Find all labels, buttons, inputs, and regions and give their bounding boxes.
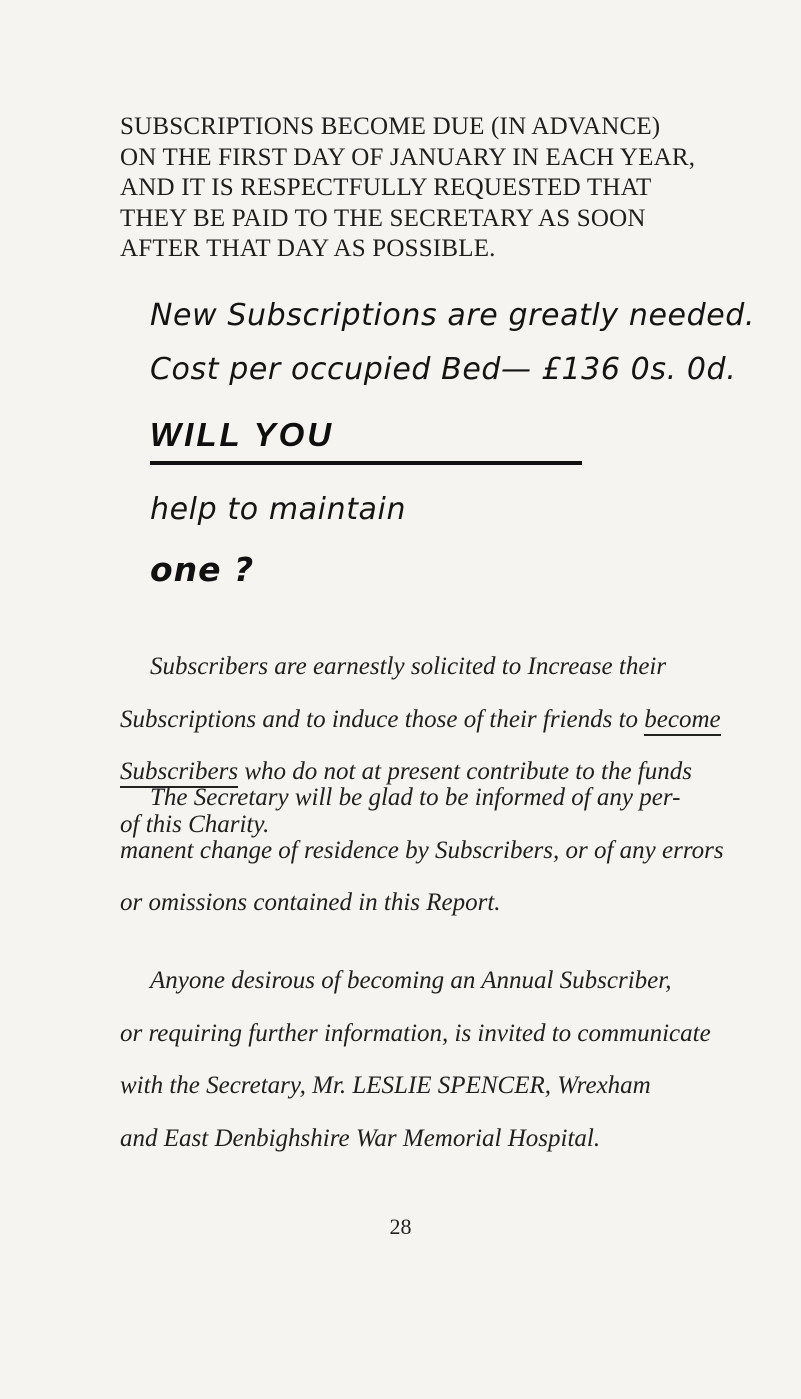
help-to-maintain-text: help to maintain	[150, 492, 407, 527]
subscription-notice	[120, 112, 720, 265]
page-number: 28	[389, 1214, 412, 1239]
paragraph-line: manent change of residence by Subscribers, or of any errors	[120, 836, 724, 864]
notice-line: SUBSCRIPTIONS BECOME DUE (IN ADVANCE)	[120, 113, 661, 140]
underlined-word: become	[644, 706, 720, 736]
paragraph-text: Subscriptions and to induce those of their friends to	[120, 705, 645, 733]
notice-line: AFTER THAT DAY AS POSSIBLE.	[120, 235, 496, 262]
paragraph-line: with the Secretary, Mr. LESLIE SPENCER, Wrexham	[120, 1072, 651, 1099]
appeal-new-subscriptions: New Subscriptions are greatly needed.	[150, 298, 756, 333]
will-you-heading: WILL YOU	[150, 416, 335, 453]
paragraph-line: Anyone desirous of becoming an Annual Subscriber,	[150, 967, 672, 994]
paragraph-line: Subscribers are earnestly solicited to Increase their	[150, 653, 667, 680]
paragraph-change-of-residence	[120, 772, 740, 930]
paragraph-line: of this Charity.	[120, 810, 270, 838]
notice-line: ON THE FIRST DAY OF JANUARY IN EACH YEAR,	[120, 143, 696, 171]
paragraph-line: The Secretary will be glad to be informed of any per-	[150, 784, 681, 811]
paragraph-line: or omissions contained in this Report.	[120, 889, 501, 916]
paragraph-line: or requiring further information, is invited to communicate	[120, 1019, 711, 1047]
underlined-word: Subscribers	[120, 758, 238, 788]
paragraph-annual-subscriber	[120, 955, 740, 1165]
one-question-text: one ?	[150, 550, 255, 589]
paragraph-text: who do not at present contribute to the funds	[238, 758, 692, 785]
notice-line: AND IT IS RESPECTFULLY REQUESTED THAT	[120, 174, 652, 201]
paragraph-line	[120, 694, 740, 747]
heading-underline	[150, 461, 582, 465]
notice-line: THEY BE PAID TO THE SECRETARY AS SOON	[120, 204, 646, 232]
appeal-bed-cost: Cost per occupied Bed— £136 0s. 0d.	[150, 352, 737, 387]
paragraph-line: and East Denbighshire War Memorial Hospital.	[120, 1124, 601, 1152]
